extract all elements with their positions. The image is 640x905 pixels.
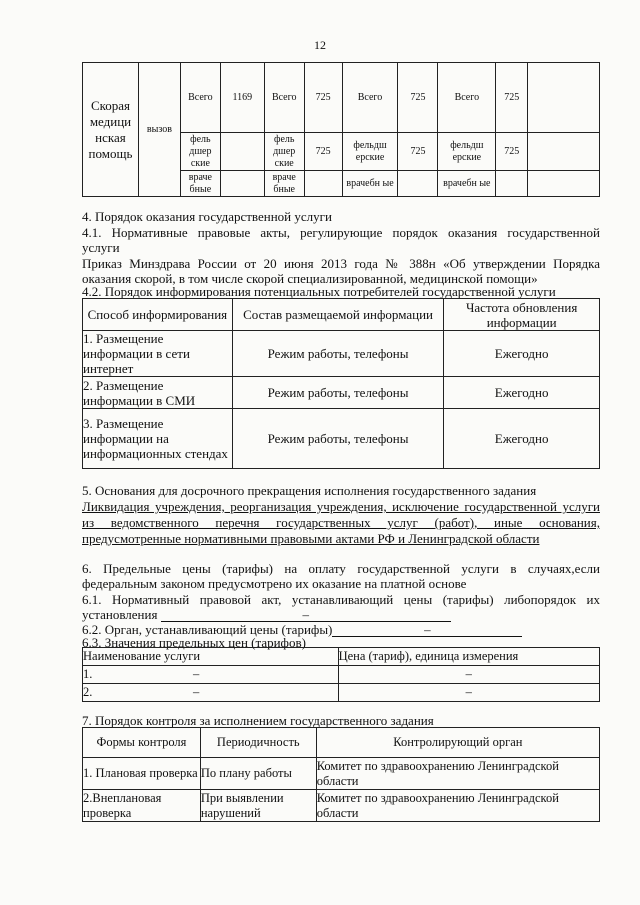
table-header: Наименование услуги — [83, 648, 339, 666]
section-4-2-text: 4.2. Порядок информирования потенциальных потребителей государственной услуги — [82, 284, 556, 299]
table-cell — [528, 171, 600, 197]
table-cell: При выявлении нарушений — [200, 790, 316, 822]
authority-value: – — [332, 623, 522, 637]
table-cell: По плану работы — [200, 758, 316, 790]
table-cell — [528, 63, 600, 133]
table-cell: фельдш ерские — [342, 133, 398, 171]
table-cell: Всего — [264, 63, 304, 133]
table-cell: фель дшер ские — [264, 133, 304, 171]
table-cell: Ежегодно — [444, 377, 600, 409]
table-cell: Всего — [180, 63, 220, 133]
order-reference: Приказ Минздрава России от 20 июня 2013 года № 388н «Об утверждении Порядка — [82, 256, 600, 271]
table-cell: враче бные — [180, 171, 220, 197]
section-4-title: 4. Порядок оказания государственной услуги — [82, 209, 332, 224]
table-cell: 725 — [304, 63, 342, 133]
table-cell: Комитет по здравоохранению Ленинградской области — [316, 758, 599, 790]
section-7-title: 7. Порядок контроля за исполнением государственного задания — [82, 713, 434, 728]
table-cell: – — [338, 666, 599, 684]
table-cell: врачебн ые — [438, 171, 496, 197]
table-cell: 725 — [398, 133, 438, 171]
page-number: 12 — [314, 38, 326, 52]
service-name-cell: Скорая медици нская помощь — [83, 63, 139, 197]
information-table — [82, 298, 600, 469]
table-cell: Режим работы, телефоны — [232, 377, 443, 409]
table-cell: 3. Размещение информации на информационных стендах — [83, 409, 233, 469]
table-header: Состав размещаемой информации — [232, 299, 443, 331]
table-cell: Режим работы, телефоны — [232, 331, 443, 377]
table-cell: 1169 — [220, 63, 264, 133]
section-6-title-cont: федеральным законом предусмотрено их оказание на платной основе — [82, 576, 467, 591]
table-cell: Ежегодно — [444, 331, 600, 377]
table-cell: 1. Размещение информации в сети интернет — [83, 331, 233, 377]
table-cell — [304, 171, 342, 197]
table-cell — [496, 171, 528, 197]
table-cell: 2. – — [83, 684, 339, 702]
section-6-1-label: установления — [82, 607, 158, 622]
table-cell: – — [338, 684, 599, 702]
table-cell — [398, 171, 438, 197]
section-6-1-text: 6.1. Нормативный правовой акт, устанавливающий цены (тарифы) либопорядок их — [82, 592, 600, 607]
order-reference-cont: оказания скорой, в том числе скорой специализированной, медицинской помощи» — [82, 271, 538, 286]
normative-act-value: – — [161, 608, 451, 622]
table-cell: враче бные — [264, 171, 304, 197]
service-volume-table — [82, 62, 600, 197]
table-header: Частота обновления информации — [444, 299, 600, 331]
table-cell: фельдш ерские — [438, 133, 496, 171]
section-5-text-end: предусмотренные нормативными правовыми актами РФ и Ленинградской области — [82, 531, 540, 546]
table-cell: Ежегодно — [444, 409, 600, 469]
section-5-title: 5. Основания для досрочного прекращения исполнения государственного задания — [82, 483, 537, 498]
table-cell: 725 — [496, 63, 528, 133]
table-cell: 725 — [304, 133, 342, 171]
table-cell: 2.Внеплановая проверка — [83, 790, 201, 822]
section-6-3-text: 6.3. Значения предельных цен (тарифов) — [82, 635, 306, 650]
table-cell — [220, 171, 264, 197]
table-cell: 725 — [398, 63, 438, 133]
section-5-text-cont: из ведомственного перечня государственных услуг (работ), иные основания, — [82, 515, 600, 530]
section-5-text: Ликвидация учреждения, реорганизация учреждения, исключение государственной услуги — [82, 499, 600, 514]
price-table — [82, 647, 600, 702]
table-header: Способ информирования — [83, 299, 233, 331]
table-cell: врачебн ые — [342, 171, 398, 197]
table-cell: 2. Размещение информации в СМИ — [83, 377, 233, 409]
table-cell — [528, 133, 600, 171]
table-cell: 1. – — [83, 666, 339, 684]
table-header: Цена (тариф), единица измерения — [338, 648, 599, 666]
section-6-1-text-cont — [82, 607, 451, 622]
table-header: Формы контроля — [83, 728, 201, 758]
unit-cell: вызов — [138, 63, 180, 197]
table-cell — [220, 133, 264, 171]
table-cell: 1. Плановая проверка — [83, 758, 201, 790]
table-cell: Комитет по здравоохранению Ленинградской области — [316, 790, 599, 822]
table-header: Контролирующий орган — [316, 728, 599, 758]
table-cell: Всего — [438, 63, 496, 133]
table-cell: 725 — [496, 133, 528, 171]
section-4-1-text: 4.1. Нормативные правовые акты, регулирующие порядок оказания государственной — [82, 225, 600, 240]
section-4-1-text-cont: услуги — [82, 240, 120, 255]
table-header: Периодичность — [200, 728, 316, 758]
section-6-2-label: 6.2. Орган, устанавливающий цены (тарифы) — [82, 622, 333, 637]
table-cell: Всего — [342, 63, 398, 133]
table-cell: фель дшер ские — [180, 133, 220, 171]
control-table — [82, 727, 600, 822]
table-cell: Режим работы, телефоны — [232, 409, 443, 469]
section-6-title: 6. Предельные цены (тарифы) на оплату государственной услуги в случаях,если — [82, 561, 600, 576]
